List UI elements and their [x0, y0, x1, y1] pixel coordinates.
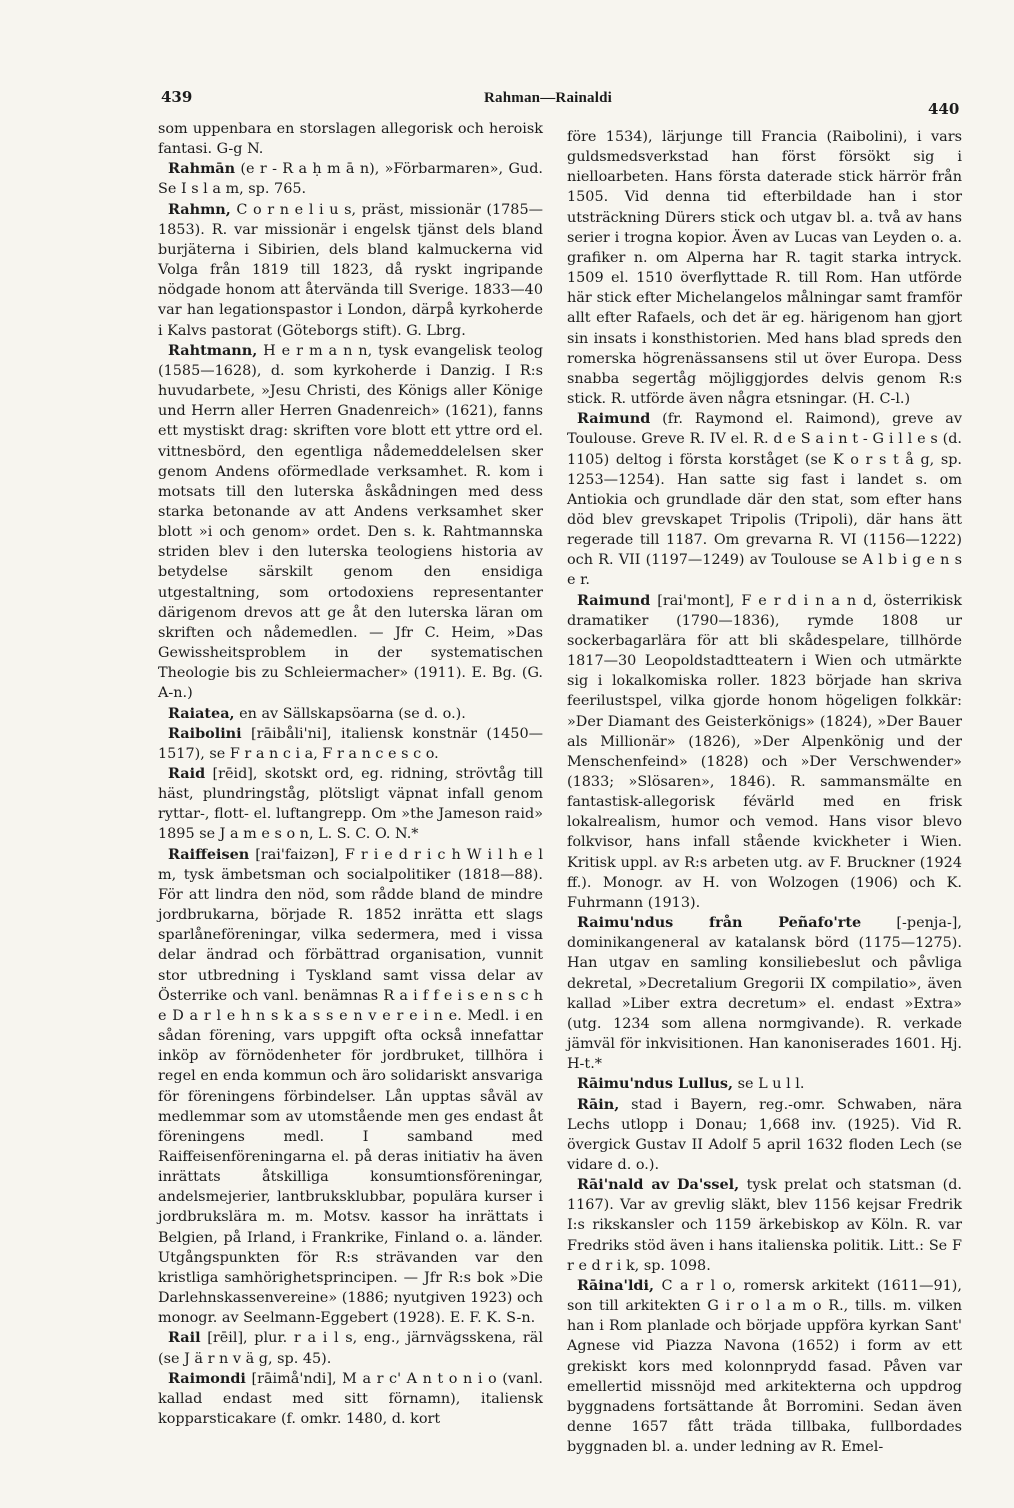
dictionary-entry: [158, 1328, 543, 1368]
dictionary-entry: [158, 159, 543, 199]
entry-text: H e r m a n n, tysk evangelisk teolog (1585—1628), d. som kyrkoherde i Danzig. I R:s huvudarbete, »Jesu Christi, des Königs aller Könige und Herrn aller Herren Gnadenreich» (1621), fanns ett mystiskt drag: skriften vore blott ett yttre ord el. vittnesbörd, den egentliga nådemeddelelsen sker genom Andens oförmedlade verksamhet. R. kom i motsats till den luterska åskådningen med dess starka betonande av att Andens verksamhet sker blott »i och genom» ordet. Den s. k. Rahtmannska striden blev i den luterska teologiens historia av betydelse särskilt genom den ensidiga utgestaltning, som ortodoxiens representanter därigenom drevos att ge åt den luterska läran om skriften och nådemedlen. — Jfr C. Heim, »Das Gewissheitsproblem in der systematischen Theologie bis zu Schleiermacher» (1911). E. Bg. (G. A-n.): [158, 342, 543, 702]
entry-headword: Raid: [168, 765, 206, 782]
entry-headword: Rāina'ldi,: [577, 1276, 654, 1294]
dictionary-entry: [158, 1369, 543, 1429]
dictionary-entry: [158, 119, 543, 159]
right-column: [567, 127, 962, 1457]
dictionary-entry: [567, 1074, 962, 1094]
entry-headword: Rail: [168, 1329, 201, 1347]
page-number-left: 439: [161, 88, 193, 106]
entry-headword: Rāin,: [577, 1095, 620, 1113]
entry-text: [rēid], skotskt ord, eg. ridning, strövtåg till häst, plundringståg, plötsligt väpnat infall genom ryttar-, flott- el. luftangrepp. Om »the Jameson raid» 1895 se J a m e s o n, L. S. C. O. N.*: [158, 766, 543, 843]
entry-headword: Rahmn,: [168, 200, 231, 218]
dictionary-entry: [158, 200, 543, 341]
entry-headword: Raimondi: [168, 1369, 246, 1387]
entry-headword: Raibolini: [168, 724, 242, 742]
entry-headword: Raimu'ndus från Peñafo'rte: [577, 914, 862, 932]
entry-text: [rāibåli'ni], italiensk konstnär (1450—1517), se F r a n c i a, F r a n c e s c o.: [158, 725, 543, 762]
entry-text: tysk prelat och statsman (d. 1167). Var av grevlig släkt, blev 1156 kejsar Fredrik I:s rikskansler och 1159 ärkebiskop av Köln. R. var Fredriks stöd även i hans italienska politik. Litt.: Se F r e d r i k, sp. 1098.: [567, 1177, 963, 1274]
entry-headword: Raimund: [577, 410, 651, 428]
dictionary-entry: [567, 1175, 962, 1276]
entry-text: en av Sällskapsöarna (se d. o.).: [234, 705, 466, 722]
entry-headword: Rahmān: [168, 160, 236, 178]
dictionary-entry: [158, 341, 543, 704]
entry-headword: Raimund: [577, 591, 651, 609]
entry-text: som uppenbara en storslagen allegorisk och heroisk fantasi. G-g N.: [158, 121, 543, 158]
entry-headword: Raiffeisen: [168, 845, 250, 863]
entry-text: (e r - R a ḥ m ā n), »Förbarmaren», Gud. Se I s l a m, sp. 765.: [158, 161, 543, 198]
entry-text: stad i Bayern, reg.-omr. Schwaben, nära Lechs utlopp i Donau; 1,668 inv. (1925). Vid R. övergick Gustav II Adolf 5 april 1632 floden Lech (se vidare d. o.).: [567, 1096, 962, 1173]
entry-text: C a r l o, romersk arkitekt (1611—91), son till arkitekten G i r o l a m o R., tills. m. vilken han i Rom planlade och började uppföra kyrkan Sant' Agnese vid Piazza Navona (1652) i form av ett grekiskt kors med kolonnprydd fasad. Påven var emellertid missnöjd med arkitekterna och uppdrog byggnadens fortsättande åt Borromini. Sedan även denne 1657 fått träda tillbaka, fullbordades byggnaden bl. a. under ledning av R. Emel-: [567, 1277, 962, 1456]
entry-text: [rāimå'ndi], M a r c' A n t o n i o (vanl. kallad endast med sitt förnamn), italiensk kopparsticakare (f. omkr. 1480, d. kort: [158, 1370, 543, 1427]
entry-text: (fr. Raymond el. Raimond), greve av Toulouse. Greve R. IV el. R. d e S a i n t - G i l l e s (d. 1105) deltog i första korståget (se K o r s t å g, sp. 1253—1254). Han satte sig fast i landet s. om Antiokia och grundlade där den stat, som efter hans död blev grevskapet Tripolis (Tripoli), där hans ätt regerade till 1187. Om grevarna R. VI (1156—1222) och R. VII (1197—1249) av Toulouse se A l b i g e n s e r.: [567, 411, 962, 589]
entry-text: C o r n e l i u s, präst, missionär (1785—1853). R. var missionär i engelsk tjänst dels bland burjäterna i Sibirien, dels bland kalmuckerna vid Volga från 1819 till 1823, då ryskt ingripande nödgade honom att återvända till Sverige. 1833—40 var han legationspastor i London, därpå kyrkoherde i Kalvs pastorat (Göteborgs stift). G. Lbrg.: [158, 201, 543, 339]
page-number-right: 440: [928, 100, 960, 118]
dictionary-entry: [567, 591, 962, 914]
entry-text: [-penja-], dominikangeneral av katalansk börd (1175—1275). Han utgav en samling konsiliebeslut och påvliga dekretal, »Decretalium Gregorii IX compilatio», även kallad »Liber extra decretum» el. endast »Extra» (utg. 1234 som allena normgivande). R. verkade jämväl för inkvisitionen. Han kanoniserades 1601. Hj. H-t.*: [567, 915, 962, 1073]
entry-text: [rai'faizən], F r i e d r i c h W i l h e l m, tysk ämbetsman och socialpolitiker (1818—88). För att lindra den nöd, som rådde bland de mindre jordbrukarna, började R. 1852 inrätta ett slags sparlåneföreningar, vilka sedermera, med i vissa delar ändrad och förbättrad organisation, vunnit stor utbredning i Tyskland samt vissa delar av Österrike och vanl. benämnas R a i f f e i s e n s c h e D a r l e h n s k a s s e n v e r e i n e. Medl. i en sådan förening, vars uppgift ofta också innefattar inköp av förnödenheter för jordbruket, tillhöra i regel en enda kommun och äro solidariskt ansvariga för föreningens förbindelser. Lån upptas såväl av medlemmar som av utomstående men ges endast åt föreningens medl. I samband med Raiffeisenföreningarna el. på deras initiativ ha även inrättats åtskilliga konsumtionsföreningar, andelsmejerier, lantbruksklubbar, populära kurser i jordbrukslära m. m. Motsv. kassor ha inrättats i Belgien, på Irland, i Frankrike, Finland o. a. länder. Utgångspunkten för R:s strävanden var den kristliga samhörighetsprincipen. — Jfr R:s bok »Die Darlehnskassenvereine» (1886; nyutgiven 1923) och monogr. av Seelmann-Eggebert (1928). E. F. K. S-n.: [158, 846, 543, 1327]
running-head: Rahman—Rainaldi: [484, 90, 613, 106]
dictionary-entry: [567, 1095, 962, 1176]
dictionary-entry: [567, 1276, 962, 1457]
entry-text: [rai'mont], F e r d i n a n d, österrikisk dramatiker (1790—1836), rymde 1808 ur sockerbagarlära för att bli skådespelare, tillhörde 1817—30 Leopoldstadtteatern i Wien och utmärkte sig i lokalkomiska roller. 1823 började han skriva feerilustspel, vilka gjorde honom högeligen folkkär: »Der Diamant des Geisterkönigs» (1824), »Der Bauer als Millionär» (1826), »Der Alpenkönig und der Menschenfeind» (1828) och »Der Verschwender» (1833; »Slösaren», 1846). R. sammansmälte en fantastisk-allegorisk févärld med en frisk lokalrealism, humor och vemod. Hans visor blevo folkvisor, hans infall stående kvickheter i Wien. Kritisk uppl. av R:s arbeten utg. av F. Bruckner (1924 ff.). Monogr. av H. von Wolzogen (1906) och K. Fuhrmann (1913).: [567, 592, 962, 911]
entry-text: före 1534), lärjunge till Francia (Raibolini), i vars guldsmedsverkstad han först försökt sig i nielloarbeten. Hans första daterade stick härrör från 1505. Vid denna tid efterbildade han i stor utsträckning Dürers stick och utgav bl. a. två av hans serier i trogna kopior. Även av Lucas van Leyden o. a. grafiker n. om Alperna har R. tagit starka intryck. 1509 el. 1510 överflyttade R. till Rom. Han utförde här stick efter Michelangelos målningar samt framför allt efter Rafaels, och det är eg. härigenom han gjort sin insats i konsthistorien. Med hans blad spreds den romerska högrenässansens stil ut över Europa. Dess snabba segertåg möjliggjordes delvis genom R:s stick. R. utförde även några etsningar. (H. C-l.): [567, 129, 962, 408]
dictionary-entry: [158, 704, 543, 724]
dictionary-entry: [158, 724, 543, 764]
entry-headword: Rāi'nald av Da'ssel,: [577, 1176, 740, 1194]
entry-headword: Raiatea,: [168, 704, 235, 722]
dictionary-entry: [158, 845, 543, 1329]
dictionary-entry: [567, 127, 962, 409]
entry-headword: Rāimu'ndus Lullus,: [577, 1075, 734, 1093]
left-column: [158, 119, 543, 1429]
entry-text: se L u l l.: [733, 1076, 805, 1093]
entry-headword: Rahtmann,: [168, 341, 258, 359]
entry-text: [rēil], plur. r a i l s, eng., järnvägsskena, räl (se J ä r n v ä g, sp. 45).: [158, 1330, 543, 1367]
dictionary-entry: [567, 409, 962, 590]
dictionary-entry: [158, 764, 543, 845]
dictionary-entry: [567, 913, 962, 1074]
